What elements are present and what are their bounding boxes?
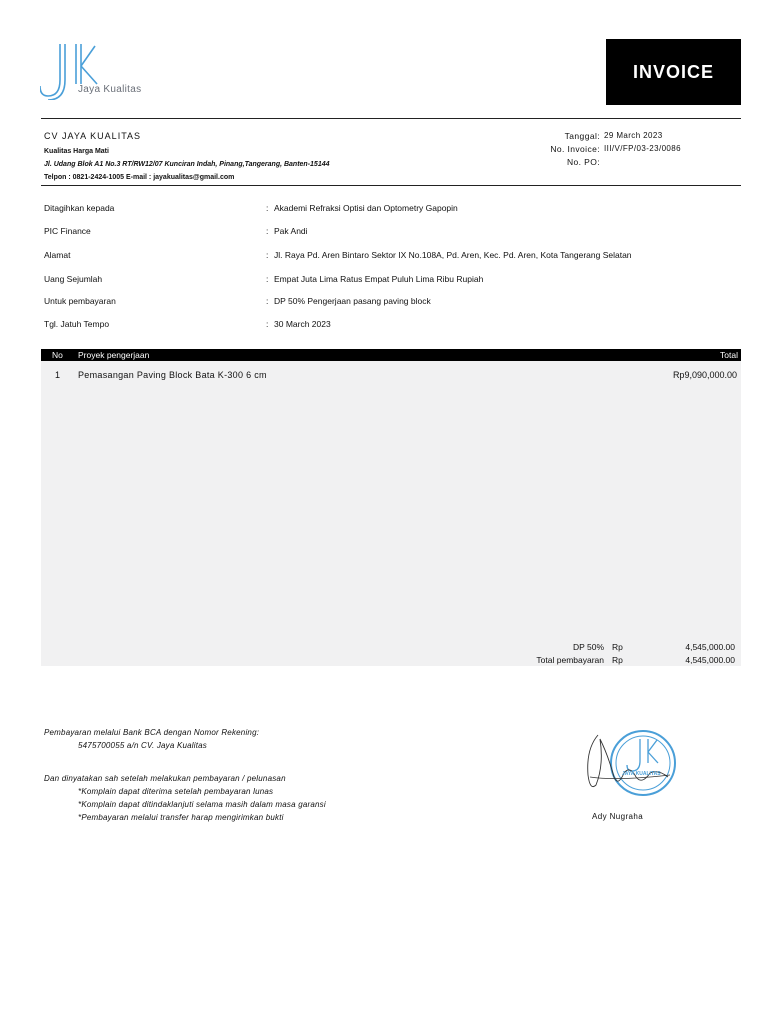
company-contact: Telpon : 0821-2424-1005 E-mail : jayakualitas@gmail.com xyxy=(44,174,235,181)
company-address: Jl. Udang Blok A1 No.3 RT/RW12/07 Kunciran Indah, Pinang,Tangerang, Banten-15144 xyxy=(44,161,330,168)
meta-value: 29 March 2023 xyxy=(604,131,663,140)
header-total: Total xyxy=(720,350,738,360)
bank-line: Pembayaran melalui Bank BCA dengan Nomor Rekening: xyxy=(44,728,260,737)
table-header xyxy=(41,349,741,361)
term-item: *Komplain dapat diterima setelah pembayaran lunas xyxy=(78,787,274,796)
divider-middle xyxy=(41,185,741,186)
term-item: *Pembayaran melalui transfer harap mengirimkan bukti xyxy=(78,813,284,822)
bank-account: 5475700055 a/n CV. Jaya Kualitas xyxy=(78,741,208,750)
colon: : xyxy=(266,319,269,329)
company-logo xyxy=(40,40,160,102)
table-body xyxy=(41,361,741,666)
signer-name: Ady Nugraha xyxy=(592,812,644,821)
summary-currency-total: Rp xyxy=(612,655,623,665)
company-stamp xyxy=(578,725,688,805)
item-no: 1 xyxy=(55,370,61,380)
logo-tagline: Jaya Kualitas xyxy=(78,84,142,95)
billing-value: Pak Andi xyxy=(274,226,308,236)
stamp-signature-icon xyxy=(578,725,688,805)
summary-amount-total: 4,545,000.00 xyxy=(685,655,735,665)
divider-top xyxy=(41,118,741,119)
summary-amount-dp: 4,545,000.00 xyxy=(685,642,735,652)
billing-value: Empat Juta Lima Ratus Empat Puluh Lima Ribu Rupiah xyxy=(274,274,484,284)
colon: : xyxy=(266,296,269,306)
invoice-title: INVOICE xyxy=(606,39,741,105)
billing-value: DP 50% Pengerjaan pasang paving block xyxy=(274,296,431,306)
billing-value: Jl. Raya Pd. Aren Bintaro Sektor IX No.108A, Pd. Aren, Kec. Pd. Aren, Kota Tangerang Selatan xyxy=(274,250,632,260)
billing-row xyxy=(44,226,744,236)
colon: : xyxy=(266,203,269,213)
colon: : xyxy=(266,250,269,260)
meta-row-invoice-no xyxy=(520,144,740,157)
colon: : xyxy=(266,226,269,236)
company-name: CV JAYA KUALITAS xyxy=(44,131,142,141)
billing-row xyxy=(44,250,744,260)
billing-value: Akademi Refraksi Optisi dan Optometry Gapopin xyxy=(274,203,458,213)
summary-label-total: Total pembayaran xyxy=(536,655,604,665)
billing-label: PIC Finance xyxy=(44,226,91,236)
meta-label: Tanggal: xyxy=(564,131,600,141)
colon: : xyxy=(266,274,269,284)
meta-label: No. Invoice: xyxy=(550,144,600,154)
header-project: Proyek pengerjaan xyxy=(78,350,150,360)
billing-row xyxy=(44,319,744,329)
company-info xyxy=(44,131,330,184)
term-item: *Komplain dapat ditindaklanjuti selama masih dalam masa garansi xyxy=(78,800,326,809)
billing-row xyxy=(44,296,744,306)
valid-line: Dan dinyatakan sah setelah melakukan pembayaran / pelunasan xyxy=(44,774,286,783)
item-project: Pemasangan Paving Block Bata K-300 6 cm xyxy=(78,370,267,380)
billing-row xyxy=(44,203,744,213)
header-no: No xyxy=(52,350,63,360)
meta-label: No. PO: xyxy=(566,157,600,167)
billing-label: Ditagihkan kepada xyxy=(44,203,115,213)
billing-label: Untuk pembayaran xyxy=(44,296,116,306)
summary-currency-dp: Rp xyxy=(612,642,623,652)
summary-label-dp: DP 50% xyxy=(572,642,604,652)
meta-value: III/V/FP/03-23/0086 xyxy=(604,144,681,153)
billing-row xyxy=(44,274,744,284)
billing-value: 30 March 2023 xyxy=(274,319,331,329)
meta-value xyxy=(604,157,740,170)
billing-label: Tgl. Jatuh Tempo xyxy=(44,319,110,329)
company-slogan: Kualitas Harga Mati xyxy=(44,148,109,155)
stamp-text: JAYA KUALITAS xyxy=(622,771,661,777)
invoice-meta xyxy=(520,131,740,170)
meta-row-date xyxy=(520,131,740,144)
billing-label: Uang Sejumlah xyxy=(44,274,103,284)
meta-row-po xyxy=(520,157,740,170)
item-total: Rp9,090,000.00 xyxy=(672,370,737,380)
billing-label: Alamat xyxy=(44,250,71,260)
